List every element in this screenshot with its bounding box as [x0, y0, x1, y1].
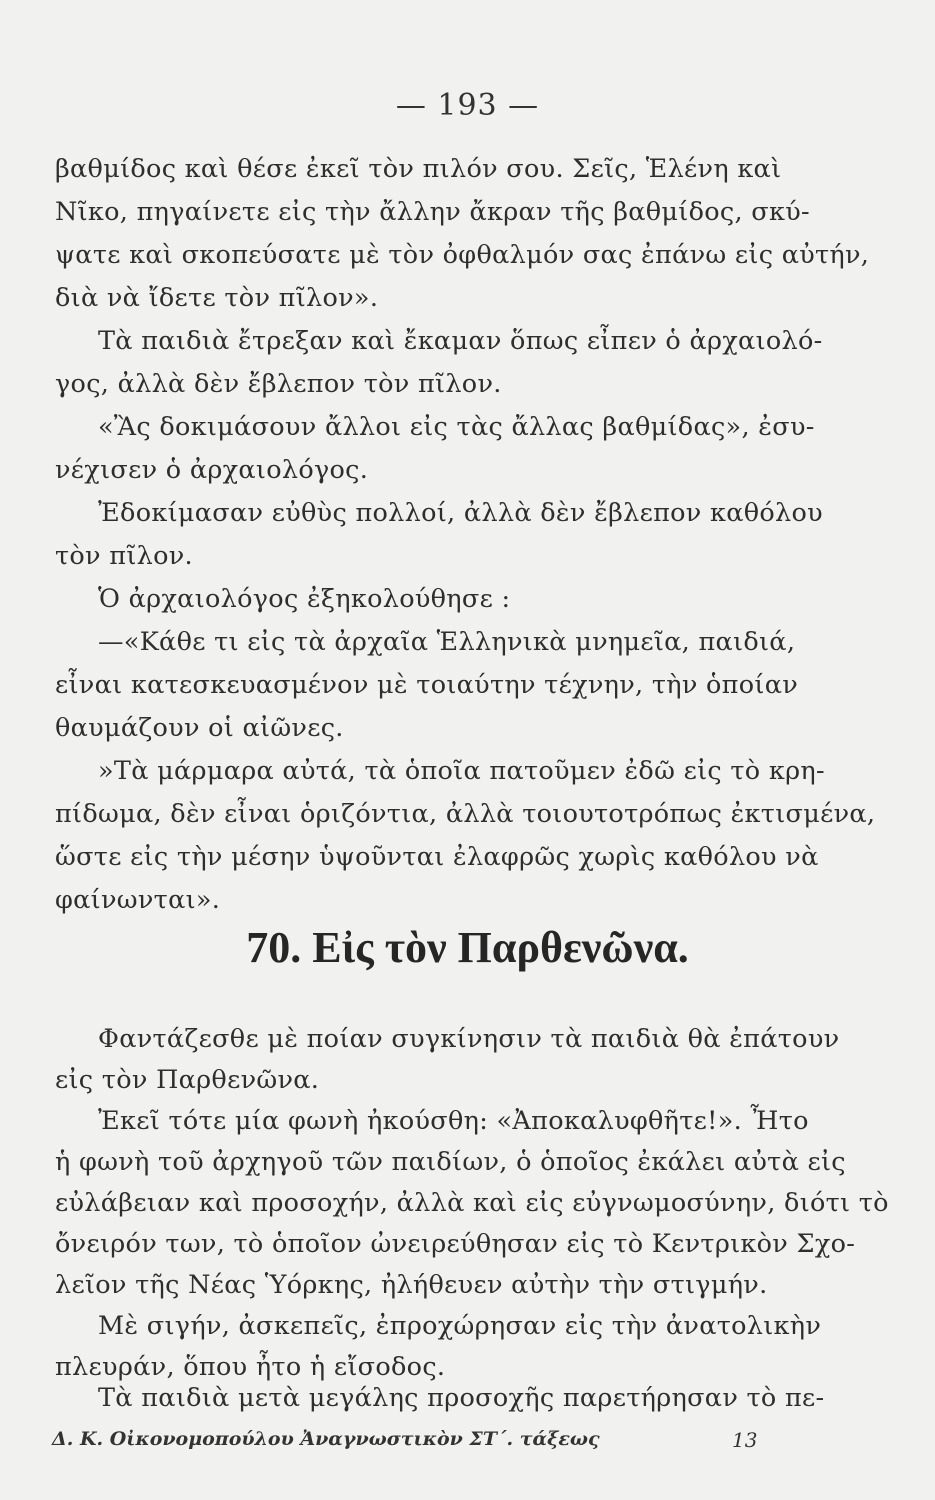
text-line: ὥστε εἰς τὴν μέσην ὑψοῦνται ἐλαφρῶς χωρὶς καθόλου νὰ [55, 842, 819, 872]
text-line: —«Κάθε τι εἰς τὰ ἀρχαῖα Ἑλληνικὰ μνημεῖα, παιδιά, [98, 627, 796, 657]
text-line: εἶναι κατεσκευασμένον μὲ τοιαύτην τέχνην, τὴν ὁποίαν [55, 670, 799, 700]
text-line: βαθμίδος καὶ θέσε ἐκεῖ τὸν πιλόν σου. Σεῖς, Ἑλένη καὶ [55, 154, 782, 184]
text-line: «Ἂς δοκιμάσουν ἄλλοι εἰς τὰς ἄλλας βαθμίδας», ἐσυ- [98, 412, 815, 442]
text-line: νέχισεν ὁ ἀρχαιολόγος. [55, 455, 369, 485]
text-line: φαίνωνται». [55, 885, 221, 915]
text-line: ψατε καὶ σκοπεύσατε μὲ τὸν ὀφθαλμόν σας ἐπάνω εἰς αὐτήν, [55, 240, 870, 270]
text-line: διὰ νὰ ἴδετε τὸν πῖλον». [55, 283, 379, 313]
text-line: Φαντάζεσθε μὲ ποίαν συγκίνησιν τὰ παιδιὰ θὰ ἐπάτουν [98, 1024, 840, 1054]
text-line: πίδωμα, δὲν εἶναι ὁριζόντια, ἀλλὰ τοιουτοτρόπως ἐκτισμένα, [55, 799, 876, 829]
text-line: εἰς τὸν Παρθενῶνα. [55, 1065, 320, 1095]
text-line: λεῖον τῆς Νέας Ὑόρκης, ἠλήθευεν αὐτὴν τὴν στιγμήν. [55, 1270, 768, 1300]
text-line: τὸν πῖλον. [55, 541, 193, 571]
text-line: θαυμάζουν οἱ αἰῶνες. [55, 713, 344, 743]
text-line: Ἐδοκίμασαν εὐθὺς πολλοί, ἀλλὰ δὲν ἔβλεπον καθόλου [98, 498, 823, 528]
text-line: εὐλάβειαν καὶ προσοχήν, ἀλλὰ καὶ εἰς εὐγνωμοσύνην, διότι τὸ [55, 1188, 889, 1218]
signature-mark: 13 [732, 1428, 758, 1452]
text-line: Τὰ παιδιὰ μετὰ μεγάλης προσοχῆς παρετήρησαν τὸ πε- [98, 1383, 825, 1413]
text-line: ὄνειρόν των, τὸ ὁποῖον ὠνειρεύθησαν εἰς τὸ Κεντρικὸν Σχο- [55, 1229, 856, 1259]
text-line: Τὰ παιδιὰ ἔτρεξαν καὶ ἔκαμαν ὅπως εἶπεν ὁ ἀρχαιολό- [98, 326, 823, 356]
footer-credit: Δ. Κ. Οἰκονομοπούλου Ἀναγνωστικὸν ΣΤ΄. τάξεως [52, 1428, 600, 1450]
text-line: »Τὰ μάρμαρα αὐτά, τὰ ὁποῖα πατοῦμεν ἐδῶ εἰς τὸ κρη- [98, 756, 825, 786]
text-line: γος, ἀλλὰ δὲν ἔβλεπον τὸν πῖλον. [55, 369, 502, 399]
page-number: — 193 — [395, 88, 540, 123]
text-line: Ἐκεῖ τότε μία φωνὴ ἠκούσθη: «Ἀποκαλυφθῆτε!». Ἦτο [98, 1106, 809, 1136]
text-line: πλευράν, ὅπου ἦτο ἡ εἴσοδος. [55, 1352, 446, 1382]
section-heading: 70. Εἰς τὸν Παρθενῶνα. [246, 923, 689, 972]
text-line: Νῖκο, πηγαίνετε εἰς τὴν ἄλλην ἄκραν τῆς βαθμίδος, σκύ- [55, 197, 810, 227]
text-line: Μὲ σιγήν, ἀσκεπεῖς, ἐπροχώρησαν εἰς τὴν ἀνατολικὴν [98, 1311, 822, 1341]
text-line: ἡ φωνὴ τοῦ ἀρχηγοῦ τῶν παιδίων, ὁ ὁποῖος ἐκάλει αὐτὰ εἰς [55, 1147, 846, 1177]
text-line: Ὁ ἀρχαιολόγος ἐξηκολούθησε : [98, 584, 511, 614]
